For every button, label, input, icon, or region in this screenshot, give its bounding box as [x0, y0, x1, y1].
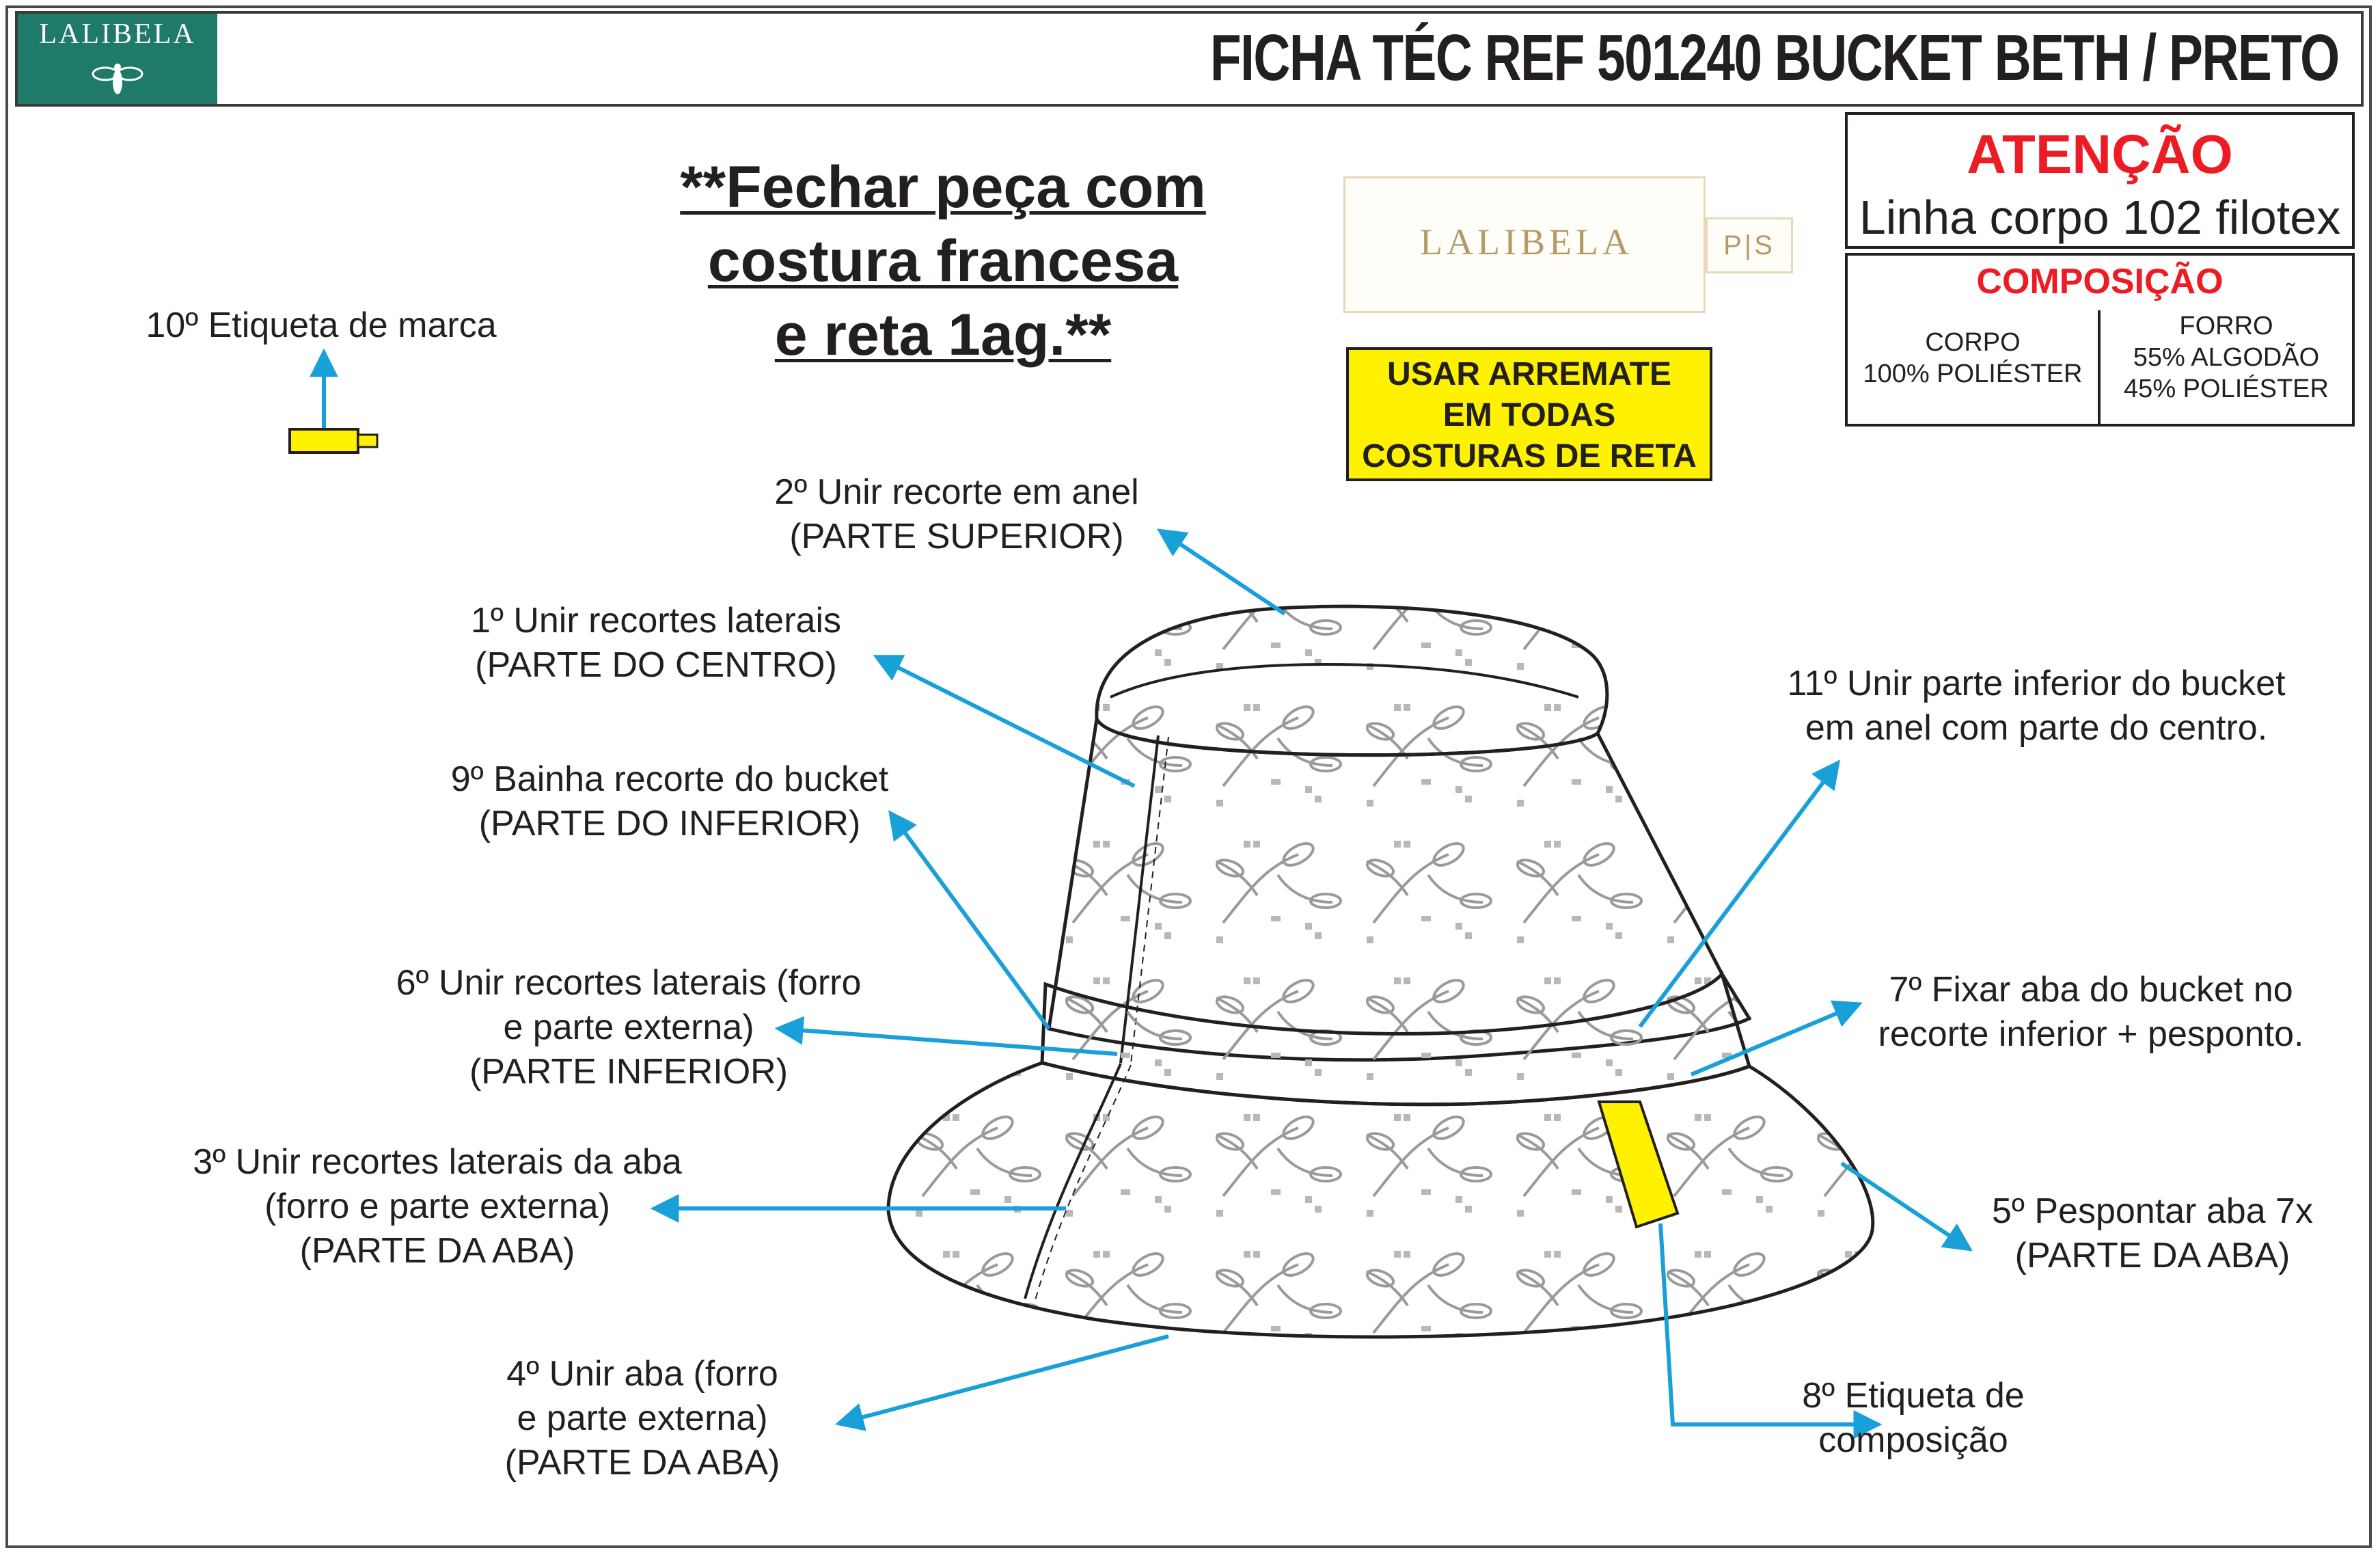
step-10-label: [89, 303, 553, 348]
step-6-line: (PARTE INFERIOR): [469, 1052, 789, 1092]
composition-title: COMPOSIÇÃO: [1976, 262, 2224, 301]
step-4-label: [410, 1352, 875, 1485]
instruction-line: EM TODAS: [1442, 397, 1616, 433]
attention-title: ATENÇÃO: [1967, 124, 2233, 185]
page-title: FICHA TÉC REF 501240 BUCKET BETH / PRETO: [1210, 21, 2339, 94]
step-3-line: (forro e parte externa): [264, 1187, 610, 1226]
step-8-label: [1749, 1374, 2077, 1463]
composition-forro-line: 55% ALGODÃO: [2133, 343, 2320, 372]
step-5-line: (PARTE DA ABA): [2014, 1236, 2290, 1275]
step-3-label: [130, 1140, 745, 1273]
step-11-line: em anel com parte do centro.: [1805, 708, 2268, 748]
composition-corpo-line: 100% POLIÉSTER: [1863, 360, 2083, 388]
instruction-line: USAR ARREMATE: [1387, 356, 1671, 392]
instruction-line: COSTURAS DE RETA: [1362, 438, 1697, 474]
step-3-line: (PARTE DA ABA): [299, 1231, 575, 1271]
step-7-line: 7º Fixar aba do bucket no: [1889, 970, 2293, 1010]
step-11-label: [1722, 662, 2351, 751]
step-4-line: 4º Unir aba (forro: [506, 1354, 778, 1394]
composition-forro-line: FORRO: [2179, 312, 2273, 340]
composition-forro-line: 45% POLIÉSTER: [2124, 375, 2329, 403]
brand-logo-text: LALIBELA: [39, 18, 196, 50]
step-11-line: 11º Unir parte inferior do bucket: [1787, 664, 2286, 703]
step-5-line: 5º Pespontar aba 7x: [1992, 1191, 2313, 1231]
step-3-line: 3º Unir recortes laterais da aba: [193, 1142, 682, 1182]
step-1-label: [383, 599, 929, 688]
step-2-label: [683, 470, 1230, 559]
step-7-label: [1831, 968, 2351, 1057]
step-9-line: 9º Bainha recorte do bucket: [450, 759, 889, 799]
size-tag: P|S: [1706, 217, 1793, 273]
step-1-line: (PARTE DO CENTRO): [475, 645, 837, 685]
step-6-label: [314, 961, 943, 1094]
brand-label-text: LALIBELA: [1420, 221, 1633, 262]
step-6-line: e parte externa): [503, 1008, 754, 1047]
step-9-label: [369, 757, 970, 846]
sewing-note-line: costura francesa: [707, 228, 1179, 294]
step-7-line: recorte inferior + pesponto.: [1878, 1014, 2304, 1054]
composition-corpo-line: CORPO: [1925, 328, 2021, 357]
step-4-line: (PARTE DA ABA): [504, 1443, 780, 1483]
hat-brim: [888, 1063, 1873, 1337]
sewing-note-line: e reta 1ag.**: [774, 302, 1112, 368]
step-4-line: e parte externa): [517, 1398, 768, 1438]
step-6-line: 6º Unir recortes laterais (forro: [396, 963, 862, 1003]
sewing-note-line: **Fechar peça com: [680, 154, 1206, 220]
step-2-line: 2º Unir recorte em anel: [774, 472, 1139, 512]
step-8-line: 8º Etiqueta de: [1802, 1376, 2025, 1416]
step-9-line: (PARTE DO INFERIOR): [478, 804, 861, 843]
arrow-step-4: [840, 1336, 1168, 1423]
step-2-line: (PARTE SUPERIOR): [789, 517, 1124, 556]
step-5-label: [1954, 1189, 2351, 1278]
step-10-line: 10º Etiqueta de marca: [146, 306, 497, 345]
step-8-line: composição: [1818, 1420, 2008, 1460]
step-1-line: 1º Unir recortes laterais: [470, 601, 842, 640]
hat-crown: [1049, 606, 1749, 1064]
attention-text: Linha corpo 102 filotex: [1859, 191, 2341, 244]
brand-tag-marker: [290, 429, 377, 452]
